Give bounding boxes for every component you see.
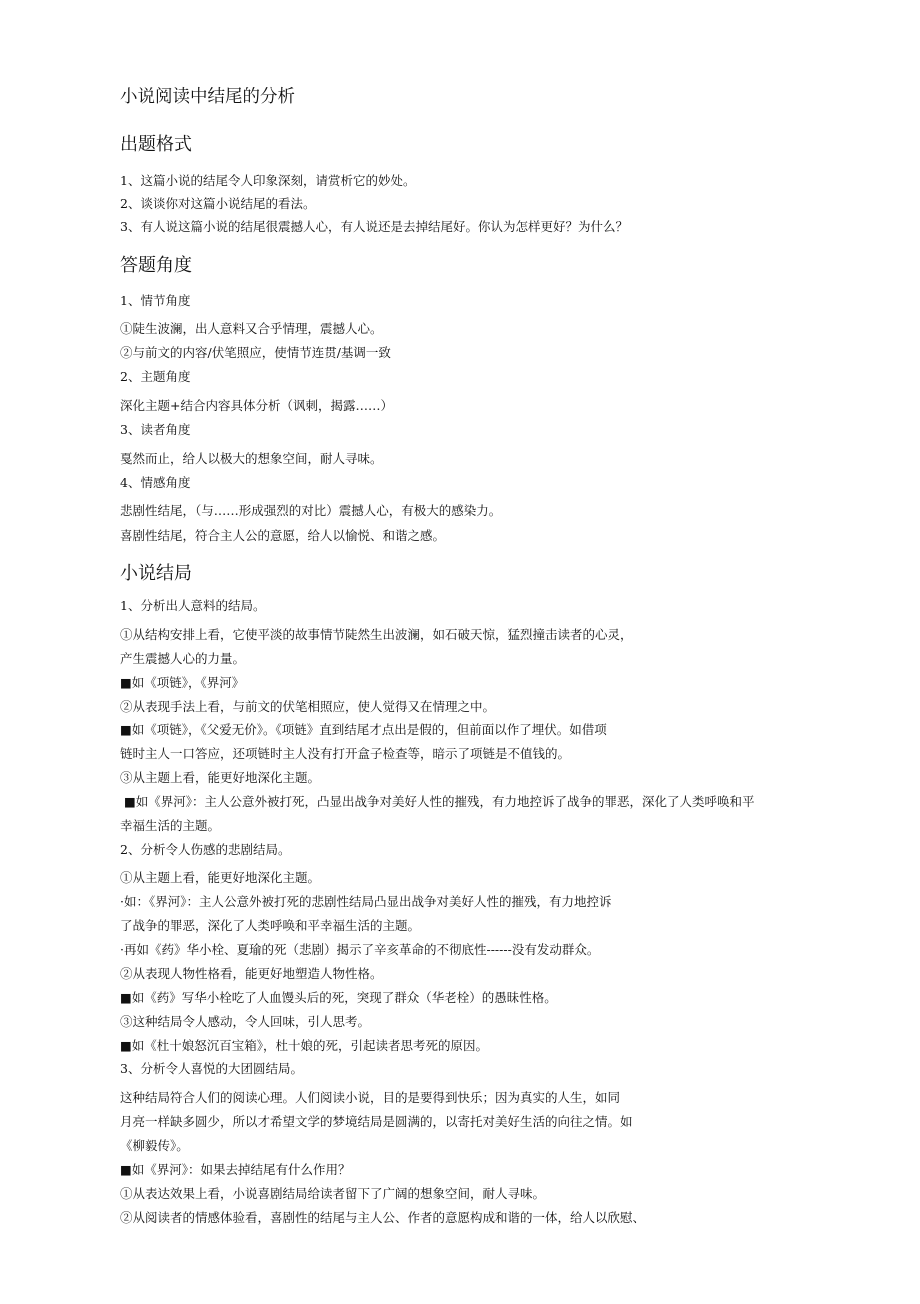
ending-line: 产生震撼人心的力量。 bbox=[120, 651, 246, 666]
answer-angle-line: 喜剧性结尾，符合主人公的意愿，给人以愉悦、和谐之感。 bbox=[120, 528, 446, 543]
ending-line: ■如《项链》，《界河》 bbox=[120, 675, 245, 690]
answer-angle-line: ①陡生波澜，出人意料又合乎情理，震撼人心。 bbox=[120, 321, 383, 336]
ending-line: 了战争的罪恶，深化了人类呼唤和平幸福生活的主题。 bbox=[120, 918, 421, 933]
ending-line: ■如《界河》：如果去掉结尾有什么作用？ bbox=[120, 1162, 351, 1177]
ending-line: ③从主题上看，能更好地深化主题。 bbox=[120, 770, 321, 785]
question-format-line: 3、有人说这篇小说的结尾很震撼人心，有人说还是去掉结尾好。你认为怎样更好？为什么？ bbox=[120, 219, 628, 234]
ending-line: ■如《项链》，《父爱无价》。《项链》直到结尾才点出是假的，但前面以作了埋伏。如借项 bbox=[120, 722, 607, 737]
ending-line: ①从结构安排上看，它使平淡的故事情节陡然生出波澜，如石破天惊，猛烈撞击读者的心灵， bbox=[120, 627, 633, 642]
ending-line: ·如：《界河》：主人公意外被打死的悲剧性结局凸显出战争对美好人性的摧残，有力地控诉 bbox=[120, 894, 612, 909]
answer-angle-line: ②与前文的内容/伏笔照应，使情节连贯/基调一致 bbox=[120, 345, 391, 360]
ending-line: ·再如《药》华小栓、夏瑜的死（悲剧）揭示了辛亥革命的不彻底性------没有发动群众。 bbox=[120, 942, 600, 957]
ending-line: 3、分析令人喜悦的大团圆结局。 bbox=[120, 1061, 303, 1076]
ending-line: ②从表现手法上看，与前文的伏笔相照应，使人觉得又在情理之中。 bbox=[120, 699, 496, 714]
answer-angle-line: 4、情感角度 bbox=[120, 475, 191, 490]
ending-line: ①从主题上看，能更好地深化主题。 bbox=[120, 870, 321, 885]
answer-angle-line: 戛然而止，给人以极大的想象空间，耐人寻味。 bbox=[120, 451, 383, 466]
answer-angle-line: 悲剧性结尾，（与……形成强烈的对比）震撼人心，有极大的感染力。 bbox=[120, 503, 502, 518]
ending-line: 幸福生活的主题。 bbox=[120, 818, 221, 833]
ending-line: 2、分析令人伤感的悲剧结局。 bbox=[120, 842, 291, 857]
ending-line: 《柳毅传》。 bbox=[120, 1138, 189, 1153]
ending-line: ②从表现人物性格看，能更好地塑造人物性格。 bbox=[120, 966, 383, 981]
ending-line: ■如《界河》：主人公意外被打死，凸显出战争对美好人性的摧残，有力地控诉了战争的罪恶，深化了人类呼唤和平 bbox=[120, 794, 755, 809]
section-heading-answer-angles: 答题角度 bbox=[120, 255, 192, 276]
ending-line: 1、分析出人意料的结局。 bbox=[120, 598, 266, 613]
answer-angle-line: 3、读者角度 bbox=[120, 422, 191, 437]
ending-line: ■如《杜十娘怒沉百宝箱》，杜十娘的死，引起读者思考死的原因。 bbox=[120, 1038, 489, 1053]
ending-line: 这种结局符合人们的阅读心理。人们阅读小说，目的是要得到快乐；因为真实的人生，如同 bbox=[120, 1090, 621, 1105]
ending-line: ③这种结局令人感动，令人回味，引人思考。 bbox=[120, 1014, 371, 1029]
answer-angle-line: 2、主题角度 bbox=[120, 369, 191, 384]
section-heading-question-format: 出题格式 bbox=[120, 134, 192, 155]
question-format-line: 2、谈谈你对这篇小说结尾的看法。 bbox=[120, 196, 316, 211]
ending-line: 链时主人一口答应，还项链时主人没有打开盒子检查等，暗示了项链是不值钱的。 bbox=[120, 746, 571, 761]
document-title: 小说阅读中结尾的分析 bbox=[120, 87, 295, 107]
ending-line: ②从阅读者的情感体验看，喜剧性的结尾与主人公、作者的意愿构成和谐的一体，给人以欣慰、 bbox=[120, 1210, 646, 1225]
answer-angle-line: 1、情节角度 bbox=[120, 293, 191, 308]
ending-line: ■如《药》写华小栓吃了人血馒头后的死，突现了群众（华老栓）的愚昧性格。 bbox=[120, 990, 557, 1005]
ending-line: ①从表达效果上看，小说喜剧结局给读者留下了广阔的想象空间，耐人寻味。 bbox=[120, 1186, 546, 1201]
question-format-line: 1、这篇小说的结尾令人印象深刻，请赏析它的妙处。 bbox=[120, 173, 416, 188]
section-heading-novel-endings: 小说结局 bbox=[120, 563, 192, 584]
ending-line: 月亮一样缺多圆少，所以才希望文学的梦境结局是圆满的，以寄托对美好生活的向往之情。如 bbox=[120, 1114, 633, 1129]
answer-angle-line: 深化主题+结合内容具体分析（讽刺，揭露……） bbox=[120, 398, 393, 413]
